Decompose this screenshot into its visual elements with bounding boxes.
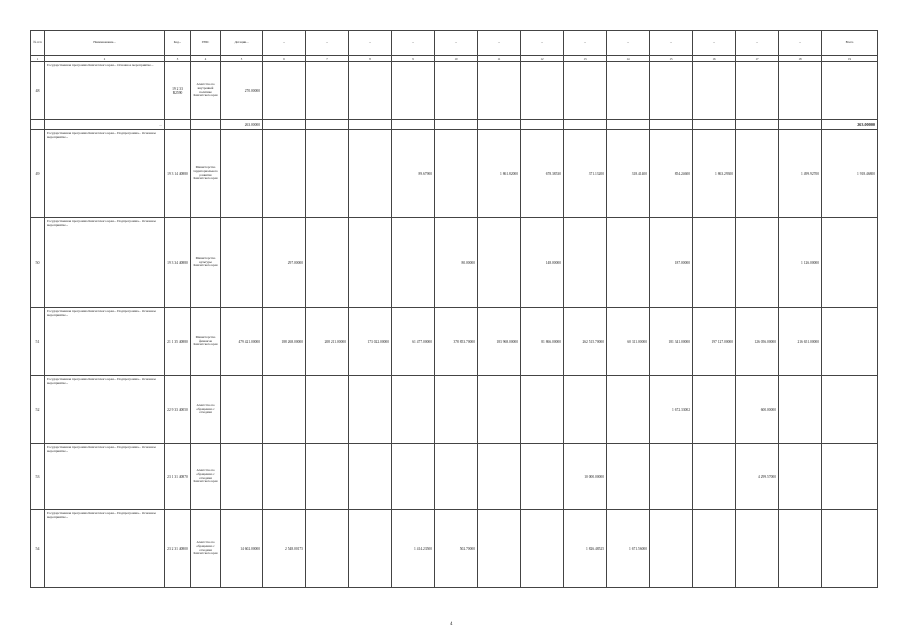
row-number: 49 xyxy=(31,130,45,218)
value-cell: 378 853.70000 xyxy=(435,308,478,376)
value-cell xyxy=(822,510,878,588)
value-cell xyxy=(693,510,736,588)
value-cell xyxy=(349,444,392,510)
value-cell xyxy=(736,218,779,308)
value-cell xyxy=(650,62,693,120)
column-number: 14 xyxy=(607,56,650,62)
administrator-name: Агентство по обращению с отходами Камчатского края xyxy=(191,510,221,588)
budget-code: 19 2 33 R2590 xyxy=(165,62,191,120)
column-number: 15 xyxy=(650,56,693,62)
value-cell: 678.38530 xyxy=(521,130,564,218)
administrator-name: Агентство по внутренней политике Камчатского края xyxy=(191,62,221,120)
value-cell: 60 311.00000 xyxy=(607,308,650,376)
value-cell xyxy=(564,376,607,444)
value-cell xyxy=(521,510,564,588)
column-header: Всего xyxy=(822,31,878,56)
value-cell xyxy=(822,62,878,120)
value-cell xyxy=(306,130,349,218)
column-header: ... xyxy=(693,31,736,56)
value-cell xyxy=(263,130,306,218)
value-cell xyxy=(521,62,564,120)
value-cell xyxy=(521,444,564,510)
value-cell: 187.00000 xyxy=(650,218,693,308)
value-cell xyxy=(779,510,822,588)
value-cell xyxy=(349,218,392,308)
value-cell xyxy=(478,62,521,120)
value-cell: 2 548.00175 xyxy=(263,510,306,588)
value-cell: 1 918.46800 xyxy=(822,130,878,218)
column-header: ... xyxy=(392,31,435,56)
column-header: ... xyxy=(521,31,564,56)
value-cell xyxy=(392,376,435,444)
column-number: 8 xyxy=(349,56,392,62)
value-cell xyxy=(221,376,263,444)
value-cell xyxy=(521,120,564,130)
row-number: 54 xyxy=(31,510,45,588)
value-cell: 10 000.00000 xyxy=(564,444,607,510)
column-number: 17 xyxy=(736,56,779,62)
value-cell xyxy=(263,376,306,444)
value-cell: 270.00000 xyxy=(221,62,263,120)
administrator-name: Агентство по обращению с отходами xyxy=(191,376,221,444)
value-cell: 479 421.00000 xyxy=(221,308,263,376)
column-number: 7 xyxy=(306,56,349,62)
column-header: ... xyxy=(779,31,822,56)
budget-code: 23 2 31 40800 xyxy=(165,510,191,588)
value-cell xyxy=(822,218,878,308)
value-cell: 502.70000 xyxy=(435,510,478,588)
value-cell xyxy=(263,444,306,510)
program-description: Государственная программа Камчатского края... Подпрограмма... Основное мероприятие... xyxy=(45,308,165,376)
row-number: 50 xyxy=(31,218,45,308)
value-cell: 262 515.70000 xyxy=(564,308,607,376)
column-number: 4 xyxy=(191,56,221,62)
column-number: 19 xyxy=(822,56,878,62)
value-cell: 1 826.48525 xyxy=(564,510,607,588)
empty-cell xyxy=(165,120,191,130)
value-cell: 197 127.00000 xyxy=(693,308,736,376)
page-number: 4 xyxy=(450,622,453,627)
row-number: 51 xyxy=(31,308,45,376)
program-description: Государственная программа Камчатского края... Основное мероприятие... xyxy=(45,62,165,120)
value-cell xyxy=(349,376,392,444)
value-cell: 216 651.00000 xyxy=(779,308,822,376)
value-cell xyxy=(693,62,736,120)
value-cell: 80.00000 xyxy=(435,218,478,308)
value-cell: 208 211.00000 xyxy=(306,308,349,376)
value-cell: 600.00000 xyxy=(736,376,779,444)
value-cell: 188 268.00000 xyxy=(263,308,306,376)
column-number: 6 xyxy=(263,56,306,62)
value-cell xyxy=(435,62,478,120)
administrator-name: Агентство по обращению с отходами Камчатского края xyxy=(191,444,221,510)
value-cell xyxy=(822,308,878,376)
value-cell: 1 863.29300 xyxy=(693,130,736,218)
value-cell: 148.00000 xyxy=(521,218,564,308)
column-header: Код... xyxy=(165,31,191,56)
value-cell: 1 861.82000 xyxy=(478,130,521,218)
value-cell xyxy=(435,376,478,444)
value-cell xyxy=(306,120,349,130)
subtotal-value: 263.00000 xyxy=(221,120,263,130)
column-header: ... xyxy=(349,31,392,56)
column-header: ... xyxy=(607,31,650,56)
value-cell xyxy=(607,218,650,308)
column-header: ... xyxy=(736,31,779,56)
value-cell xyxy=(779,120,822,130)
value-cell xyxy=(306,376,349,444)
value-cell xyxy=(478,218,521,308)
value-cell: 1 414.23500 xyxy=(392,510,435,588)
value-cell xyxy=(435,444,478,510)
value-cell: 1 499.92700 xyxy=(779,130,822,218)
value-cell xyxy=(521,376,564,444)
header-row xyxy=(31,31,878,56)
table-row xyxy=(31,308,878,376)
value-cell xyxy=(392,120,435,130)
row-number: 48 xyxy=(31,62,45,120)
value-cell xyxy=(564,62,607,120)
administrator-name: Министерство культуры Камчатского края xyxy=(191,218,221,308)
value-cell xyxy=(779,444,822,510)
row-number: 53 xyxy=(31,444,45,510)
value-cell: 854.24600 xyxy=(650,130,693,218)
value-cell xyxy=(822,444,878,510)
program-description: Государственная программа Камчатского края... Подпрограмма... Основное мероприятие... xyxy=(45,218,165,308)
value-cell xyxy=(564,120,607,130)
column-header: № п/п xyxy=(31,31,45,56)
budget-code: 22 9 33 40050 xyxy=(165,376,191,444)
column-header: ... xyxy=(478,31,521,56)
value-cell xyxy=(736,120,779,130)
value-cell xyxy=(779,62,822,120)
program-description: Государственная программа Камчатского края... Подпрограмма... Основное мероприятие... xyxy=(45,510,165,588)
row-number: 52 xyxy=(31,376,45,444)
administrator-name: Министерство финансов Камчатского края xyxy=(191,308,221,376)
column-header: ... xyxy=(564,31,607,56)
value-cell xyxy=(478,444,521,510)
value-cell xyxy=(349,120,392,130)
program-description: Государственная программа Камчатского края... Подпрограмма... Основное мероприятие... xyxy=(45,376,165,444)
value-cell xyxy=(263,62,306,120)
program-description: Государственная программа Камчатского края... Подпрограмма... Основное мероприятие... xyxy=(45,130,165,218)
value-cell xyxy=(435,120,478,130)
value-cell xyxy=(736,62,779,120)
column-number: 13 xyxy=(564,56,607,62)
table-row xyxy=(31,376,878,444)
value-cell xyxy=(650,120,693,130)
value-cell: 1 671.56000 xyxy=(607,510,650,588)
value-cell: 181 341.00000 xyxy=(650,308,693,376)
value-cell xyxy=(607,444,650,510)
value-cell xyxy=(607,120,650,130)
value-cell xyxy=(392,444,435,510)
value-cell xyxy=(478,120,521,130)
column-number: 12 xyxy=(521,56,564,62)
value-cell xyxy=(435,130,478,218)
value-cell xyxy=(349,62,392,120)
table-row xyxy=(31,510,878,588)
column-header: ГРБС xyxy=(191,31,221,56)
value-cell xyxy=(478,376,521,444)
value-cell xyxy=(736,510,779,588)
table-row xyxy=(31,218,878,308)
value-cell xyxy=(306,444,349,510)
budget-code: 23 1 31 40870 xyxy=(165,444,191,510)
value-cell xyxy=(650,510,693,588)
value-cell xyxy=(306,218,349,308)
value-cell xyxy=(349,510,392,588)
value-cell xyxy=(221,130,263,218)
subtotal-label: ... xyxy=(45,120,165,130)
table-row xyxy=(31,130,878,218)
value-cell xyxy=(306,62,349,120)
column-header: Дотации... xyxy=(221,31,263,56)
column-number: 16 xyxy=(693,56,736,62)
budget-code: 21 1 35 40880 xyxy=(165,308,191,376)
value-cell: 1 672.33002 xyxy=(650,376,693,444)
column-number: 10 xyxy=(435,56,478,62)
value-cell: 81 866.00000 xyxy=(521,308,564,376)
value-cell xyxy=(693,444,736,510)
value-cell: 4 299.57000 xyxy=(736,444,779,510)
column-header: ... xyxy=(263,31,306,56)
value-cell xyxy=(736,130,779,218)
value-cell: 371.13200 xyxy=(564,130,607,218)
program-description: Государственная программа Камчатского края... Подпрограмма... Основное мероприятие... xyxy=(45,444,165,510)
budget-code: 19 3 14 40880 xyxy=(165,130,191,218)
value-cell xyxy=(221,444,263,510)
value-cell: 14 602.00000 xyxy=(221,510,263,588)
column-number: 18 xyxy=(779,56,822,62)
subtotal-row xyxy=(31,120,878,130)
value-cell xyxy=(349,130,392,218)
column-header: ... xyxy=(306,31,349,56)
value-cell xyxy=(693,376,736,444)
table-row xyxy=(31,444,878,510)
value-cell xyxy=(306,510,349,588)
value-cell xyxy=(607,62,650,120)
administrator-name: Министерство территориального развития Камчатского края xyxy=(191,130,221,218)
value-cell xyxy=(693,218,736,308)
value-cell xyxy=(650,444,693,510)
value-cell: 89.67900 xyxy=(392,130,435,218)
value-cell xyxy=(392,62,435,120)
column-header: ... xyxy=(650,31,693,56)
value-cell xyxy=(221,218,263,308)
value-cell: 318.41400 xyxy=(607,130,650,218)
empty-cell xyxy=(31,120,45,130)
value-cell: 1 126.00000 xyxy=(779,218,822,308)
value-cell xyxy=(263,120,306,130)
value-cell xyxy=(564,218,607,308)
column-number: 9 xyxy=(392,56,435,62)
value-cell: 173 022.00000 xyxy=(349,308,392,376)
value-cell: 126 056.00000 xyxy=(736,308,779,376)
value-cell xyxy=(693,120,736,130)
empty-cell xyxy=(191,120,221,130)
value-cell: 297.00000 xyxy=(263,218,306,308)
column-number: 11 xyxy=(478,56,521,62)
subtotal-total: 263.00000 xyxy=(822,120,878,130)
column-header: ... xyxy=(435,31,478,56)
column-number: 2 xyxy=(45,56,165,62)
value-cell xyxy=(478,510,521,588)
column-number: 5 xyxy=(221,56,263,62)
table-row xyxy=(31,62,878,120)
value-cell xyxy=(607,376,650,444)
value-cell xyxy=(822,376,878,444)
budget-code: 19 3 34 40880 xyxy=(165,218,191,308)
value-cell: 61 477.00000 xyxy=(392,308,435,376)
value-cell xyxy=(779,376,822,444)
column-number: 1 xyxy=(31,56,45,62)
value-cell xyxy=(392,218,435,308)
column-number: 3 xyxy=(165,56,191,62)
budget-table xyxy=(30,30,878,588)
column-header: Наименование... xyxy=(45,31,165,56)
value-cell: 183 968.00000 xyxy=(478,308,521,376)
